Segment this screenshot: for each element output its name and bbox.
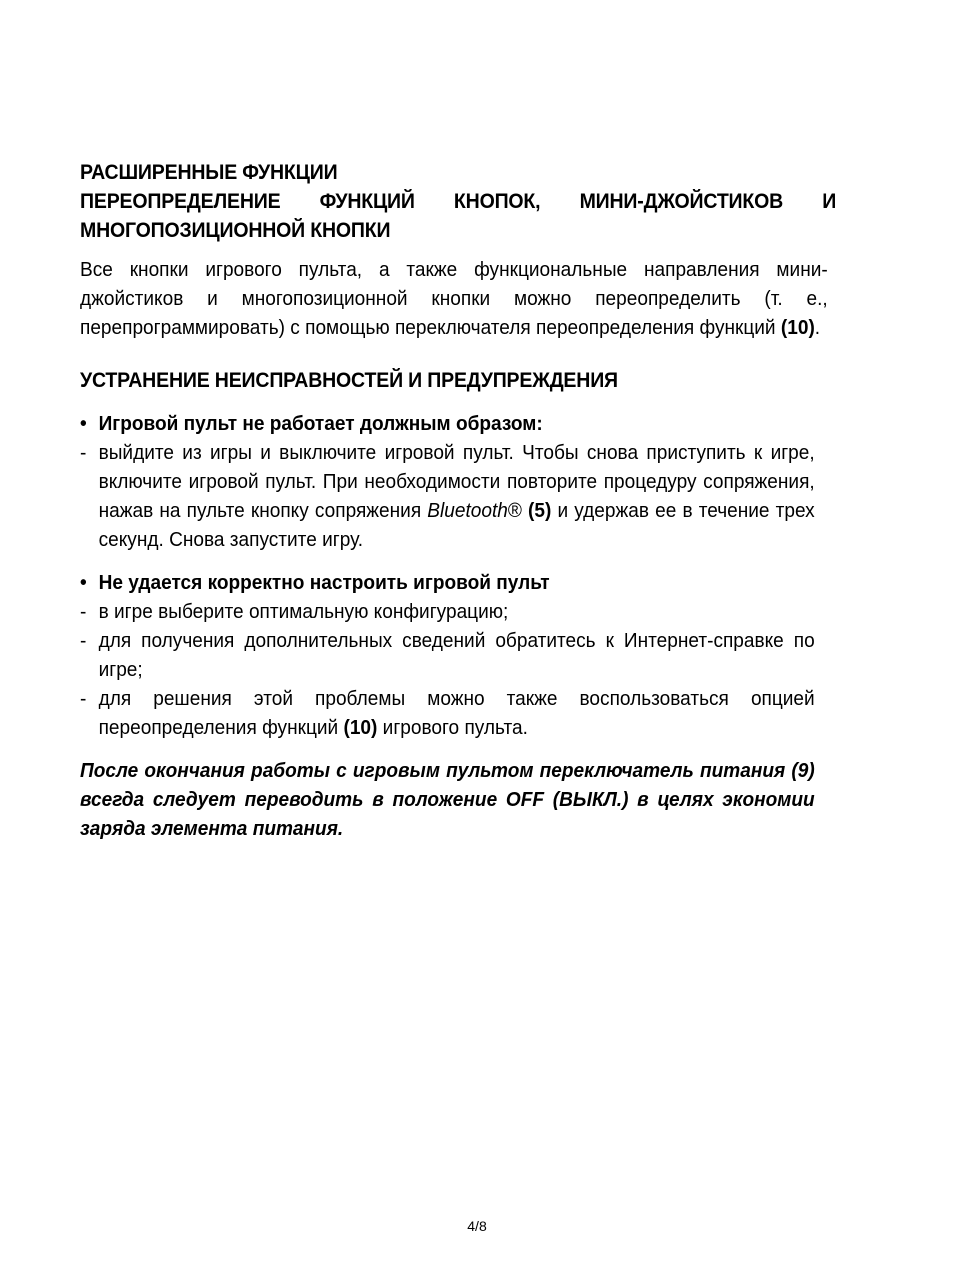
power-off-warning: После окончания работы с игровым пультом переключатель питания (9) всегда следует переводить в положение OFF (ВЫКЛ.) в целях экономии заряда элемента питания.	[80, 759, 815, 840]
page-number: 4/8	[467, 1218, 487, 1234]
remapping-end: .	[814, 316, 821, 339]
document-page	[80, 158, 836, 843]
issue2-item1	[80, 597, 815, 626]
issue2-item2	[80, 626, 815, 684]
issue1-solution-text	[99, 438, 815, 554]
dash-marker: -	[80, 629, 87, 652]
issue2-item3-start: для решения этой проблемы можно также воспользоваться опцией переопределения функций	[98, 687, 815, 739]
bluetooth-word: Bluetooth	[427, 499, 508, 522]
remapping-ref: (10)	[780, 316, 815, 339]
issue2-item3-ref: (10)	[343, 716, 378, 739]
remapping-paragraph	[80, 255, 828, 342]
remapping-text: Все кнопки игрового пульта, а также функциональные направления мини-джойстиков и многопозиционной кнопки можно переопределить (т. е., перепрограммировать) с помощью переключателя переопределения функций	[80, 258, 828, 339]
issue2-item3-text	[99, 684, 815, 742]
issue1-ref: (5)	[528, 499, 552, 522]
bullet-marker: •	[80, 412, 87, 435]
issue1-heading-text: Игровой пульт не работает должным образом:	[98, 412, 543, 435]
section-title-advanced-functions: РАСШИРЕННЫЕ ФУНКЦИИ	[80, 161, 338, 184]
issue1-solution	[80, 438, 815, 554]
issue1-text-start: выйдите из игры и выключите игровой пульт. Чтобы снова приступить к игре, включите игровой пульт. При необходимости повторите процедуру сопряжения, нажав на пульте кнопку сопряжения	[98, 441, 815, 522]
bullet-marker: •	[80, 571, 87, 594]
issue1-text-end: и удержав ее в течение трех секунд. Снова запустите игру.	[98, 499, 815, 551]
dash-marker: -	[80, 687, 87, 710]
issue2-item3-end: игрового пульта.	[377, 716, 528, 739]
issue2-item2-text: для получения дополнительных сведений обратитесь к Интернет-справке по игре;	[98, 629, 815, 681]
section-title-troubleshooting: УСТРАНЕНИЕ НЕИСПРАВНОСТЕЙ И ПРЕДУПРЕЖДЕНИЯ	[80, 369, 618, 392]
section-subtitle-line2: МНОГОПОЗИЦИОННОЙ КНОПКИ	[80, 219, 391, 242]
dash-marker: -	[80, 600, 87, 623]
issue2-heading	[80, 568, 828, 597]
issue2-item1-text: в игре выберите оптимальную конфигурацию;	[98, 600, 509, 623]
issue2-item3	[80, 684, 815, 742]
registered-mark: ®	[507, 499, 522, 522]
dash-marker: -	[80, 441, 87, 464]
section-subtitle-line1: ПЕРЕОПРЕДЕЛЕНИЕ ФУНКЦИЙ КНОПОК, МИНИ-ДЖОЙСТИКОВ И	[80, 190, 837, 213]
issue2-heading-text: Не удается корректно настроить игровой пульт	[98, 571, 550, 594]
issue1-heading	[80, 409, 828, 438]
